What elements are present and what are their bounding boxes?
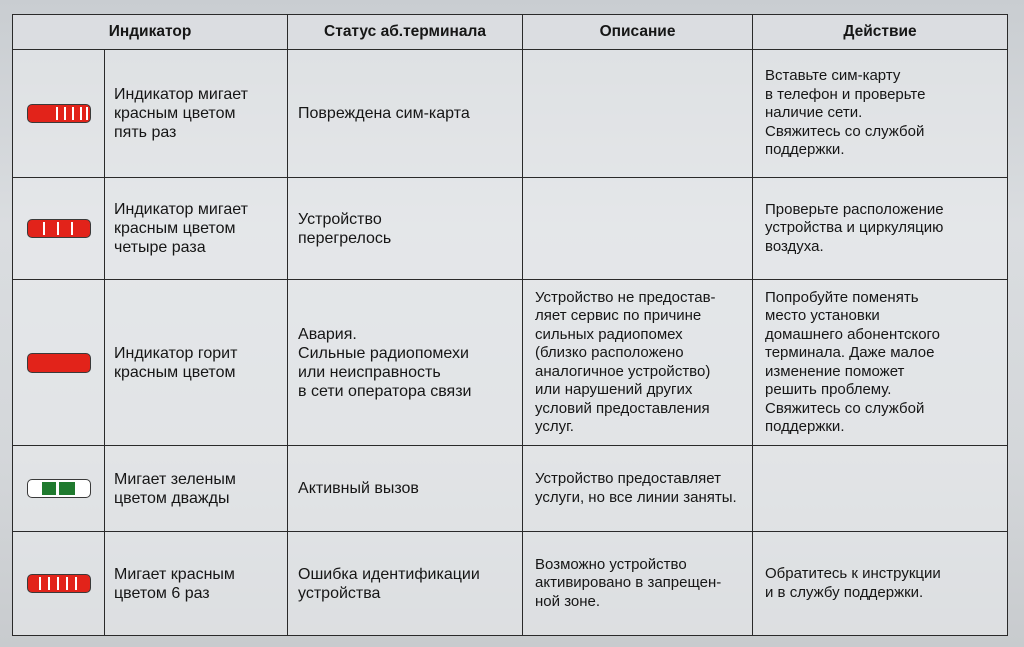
text-line: аналогичное устройство) <box>535 362 711 380</box>
table-row <box>13 532 1008 636</box>
text-line: в сети оператора связи <box>298 382 472 400</box>
text-line: активировано в запрещен- <box>535 574 722 592</box>
text-line: устройства <box>298 584 381 602</box>
indicator-cell <box>13 280 105 446</box>
text-line: Обратитесь к инструкции <box>765 565 941 582</box>
led-gap <box>75 577 77 590</box>
text-line: пять раз <box>114 124 177 141</box>
text-line: в телефон и проверьте <box>765 85 926 103</box>
led-gap <box>66 577 68 590</box>
indicator-table <box>12 14 1008 636</box>
led-gap <box>57 222 59 235</box>
text-line: Устройство предоставляет <box>535 470 721 487</box>
indicator-cell <box>13 446 105 532</box>
led-gap <box>43 222 45 235</box>
action-cell <box>753 178 1008 280</box>
table-row <box>13 446 1008 532</box>
indicator-cell <box>13 178 105 280</box>
table-row <box>13 280 1008 446</box>
indicator-label <box>105 178 288 280</box>
text-line: устройства и циркуляцию <box>765 219 944 237</box>
text-line: красным цветом <box>114 220 236 237</box>
description-cell <box>523 50 753 178</box>
text-line: Устройство не предостав- <box>535 288 716 306</box>
text-line: терминала. Даже малое <box>765 344 935 361</box>
indicator-label <box>105 532 288 636</box>
text-line: цветом дважды <box>114 489 230 507</box>
text-line: четыре раза <box>114 239 206 256</box>
action-cell <box>753 446 1008 532</box>
text-line: (близко расположено <box>535 344 684 361</box>
red-led-solid-icon <box>27 353 91 373</box>
text-line: воздуха. <box>765 237 824 255</box>
text-line: или нарушений других <box>535 381 693 398</box>
red-led-five-blinks-icon <box>27 104 91 123</box>
status-cell <box>288 446 523 532</box>
led-gap <box>56 482 59 495</box>
red-led-six-blinks-icon <box>27 574 91 593</box>
action-cell <box>753 532 1008 636</box>
action-cell <box>753 50 1008 178</box>
text-line: красным цветом <box>114 105 236 122</box>
text-line: изменение поможет <box>765 362 905 380</box>
text-line: Индикатор горит <box>114 344 238 362</box>
text-line: Возможно устройство <box>535 555 687 573</box>
text-line: Повреждена сим-карта <box>298 105 470 122</box>
led-gap <box>56 107 58 120</box>
status-cell <box>288 50 523 178</box>
indicator-label <box>105 50 288 178</box>
text-line: Ошибка идентификации <box>298 565 480 583</box>
text-line: перегрелось <box>298 229 392 247</box>
text-line: Вставьте сим-карту <box>765 67 901 85</box>
table-header-row <box>13 15 1008 50</box>
text-line: сильных радиопомех <box>535 325 683 343</box>
text-line: Свяжитесь со службой <box>765 122 925 140</box>
header-status: Статус аб.терминала <box>288 15 523 50</box>
indicator-label <box>105 280 288 446</box>
green-led-double-blink-icon <box>27 479 91 498</box>
text-line: место установки <box>765 307 880 324</box>
text-line: домашнего абонентского <box>765 325 941 343</box>
red-led-four-blinks-icon <box>27 219 91 238</box>
text-line: Мигает зеленым <box>114 470 236 488</box>
text-line: услуг. <box>535 418 574 435</box>
led-gap <box>86 107 88 120</box>
status-cell <box>288 532 523 636</box>
text-line: Проверьте расположение <box>765 200 944 218</box>
description-cell <box>523 178 753 280</box>
text-line: наличие сети. <box>765 104 863 122</box>
led-gap <box>64 107 66 120</box>
header-action: Действие <box>753 15 1008 50</box>
table-row <box>13 178 1008 280</box>
text-line: цветом 6 раз <box>114 584 210 602</box>
header-description: Описание <box>523 15 753 50</box>
text-line: Мигает красным <box>114 565 235 583</box>
text-line: услуги, но все линии заняты. <box>535 488 737 506</box>
led-segment <box>28 107 54 120</box>
indicator-cell <box>13 532 105 636</box>
led-gap <box>71 222 73 235</box>
text-line: или неисправность <box>298 363 441 381</box>
table-row <box>13 50 1008 178</box>
led-gap <box>72 107 74 120</box>
text-line: ной зоне. <box>535 592 601 610</box>
text-line: условий предоставления <box>535 399 710 417</box>
text-line: ляет сервис по причине <box>535 307 702 324</box>
led-gap <box>80 107 82 120</box>
text-line: Индикатор мигает <box>114 201 248 218</box>
text-line: Устройство <box>298 210 382 228</box>
text-line: решить проблему. <box>765 381 892 398</box>
header-indicator: Индикатор <box>13 15 288 50</box>
led-gap <box>57 577 59 590</box>
action-cell <box>753 280 1008 446</box>
led-gap <box>48 577 50 590</box>
status-cell <box>288 280 523 446</box>
text-line: Авария. <box>298 325 357 343</box>
text-line: Попробуйте поменять <box>765 288 919 306</box>
text-line: Индикатор мигает <box>114 86 248 103</box>
text-line: и в службу поддержки. <box>765 583 924 601</box>
status-cell <box>288 178 523 280</box>
description-cell <box>523 446 753 532</box>
led-gap <box>39 577 41 590</box>
text-line: Активный вызов <box>298 480 419 497</box>
text-line: красным цветом <box>114 363 236 381</box>
description-cell <box>523 280 753 446</box>
indicator-label <box>105 446 288 532</box>
indicator-cell <box>13 50 105 178</box>
text-line: Сильные радиопомехи <box>298 344 469 362</box>
text-line: Свяжитесь со службой <box>765 399 925 417</box>
description-cell <box>523 532 753 636</box>
text-line: поддержки. <box>765 418 845 435</box>
text-line: поддержки. <box>765 141 845 159</box>
